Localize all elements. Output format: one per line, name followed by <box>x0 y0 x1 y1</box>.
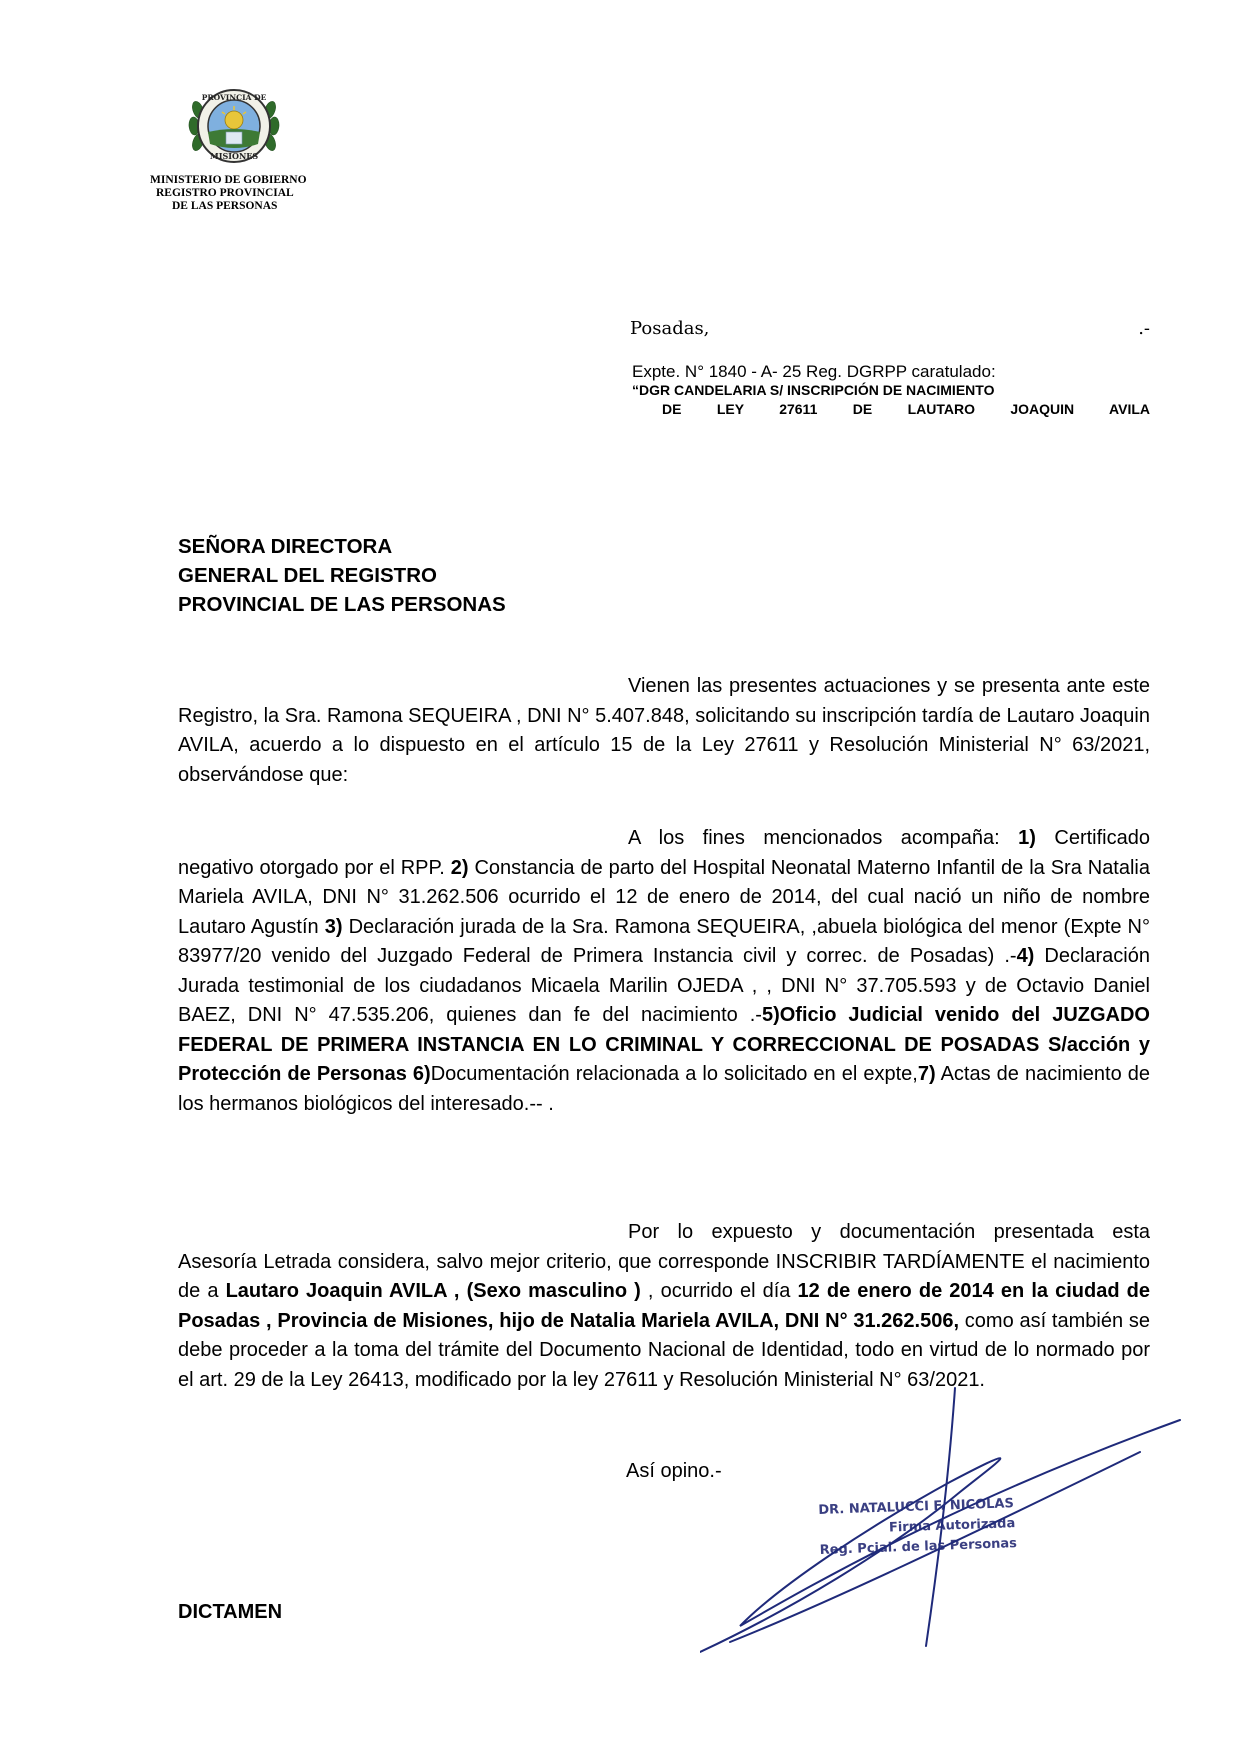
conclusion-person: Lautaro Joaquin AVILA , (Sexo masculino ) <box>225 1280 641 1302</box>
expediente-caption-1: “DGR CANDELARIA S/ INSCRIPCIÓN DE NACIMIENTO <box>632 382 995 398</box>
place-city: Posadas, <box>630 318 710 339</box>
date-suffix: .- <box>1138 318 1150 339</box>
province-seal <box>186 80 282 172</box>
item-text: Documentación relacionada a lo solicitado en el expte, <box>430 1063 918 1085</box>
item-text: Declaración jurada de la Sra. Ramona SEQUEIRA, ,abuela biológica del menor (Expte N° 83977/20 venido del Juzgado Federal de Primera Instancia civil y correc. de Posadas) .- <box>178 915 1150 967</box>
paragraph-documents <box>178 824 1150 1119</box>
stamp-office: Reg. Pcial. de las Personas <box>819 1536 1018 1558</box>
item-text: Constancia de parto del Hospital Neonatal Materno Infantil de la Sra Natalia Mariela AVILA, DNI N° 31.262.506 ocurrido el 12 de enero de 2014, del cual nació un niño de nombre Lautaro Agustín <box>178 856 1151 938</box>
stamp-name: DR. NATALUCCI F. NICOLAS <box>818 1496 1015 1518</box>
item-text: Declaración Jurada testimonial de los ciudadanos Micaela Marilin OJEDA , , DNI N° 37.705.593 y de Octavio Daniel BAEZ, DNI N° 47.535.206, quienes dan fe del nacimiento .- <box>178 945 1150 1026</box>
conclusion-text: como así también se debe proceder a la toma del trámite del Documento Nacional de Identidad, todo en virtud de lo normado por el art. 29 de la Ley 26413, modificado por la ley 27611 y Resolución Ministerial N° 63/2021. <box>178 1309 1150 1391</box>
place-date-line <box>630 318 1150 339</box>
item-marker: 7) <box>917 1063 936 1085</box>
expediente-number: Expte. N° 1840 - A- 25 Reg. DGRPP caratulado: <box>632 362 996 381</box>
document-type-label: DICTAMEN <box>178 1601 283 1623</box>
item-marker: 1) <box>1018 827 1036 849</box>
addressee-line: PROVINCIAL DE LAS PERSONAS <box>178 593 506 616</box>
conclusion-birth-details: 12 de enero de 2014 en la ciudad de Posadas , Provincia de Misiones, hijo de Natalia Mariela AVILA, DNI N° 31.262.506, <box>178 1280 1151 1332</box>
addressee-line: GENERAL DEL REGISTRO <box>178 564 437 587</box>
addressee-block <box>178 532 506 619</box>
item-text: Certificado negativo otorgado por el RPP. <box>178 827 1150 879</box>
paragraph-conclusion <box>178 1218 1150 1395</box>
org-line-registry: REGISTRO PROVINCIAL <box>156 187 294 199</box>
svg-text:PROVINCIA DE: PROVINCIA DE <box>201 93 267 102</box>
item-marker: 4) <box>1016 945 1035 967</box>
paragraph-text: Vienen las presentes actuaciones y se presenta ante este Registro, la Sra. Ramona SEQUEIRA , DNI N° 5.407.848, solicitando su inscripción tardía de Lautaro Joaquin AVILA, acuerdo a lo dispuesto en el artículo 15 de la Ley 27611 y Resolución Ministerial N° 63/2021, observándose que: <box>178 675 1150 786</box>
item-marker: 2) <box>450 856 469 879</box>
item-oficio-judicial: 5)Oficio Judicial venido del JUZGADO FEDERAL DE PRIMERA INSTANCIA EN LO CRIMINAL Y CORRECCIONAL DE POSADAS S/acción y Protección de Personas 6) <box>178 1004 1150 1085</box>
addressee-line: SEÑORA DIRECTORA <box>178 535 393 558</box>
conclusion-text: Por lo expuesto y documentación presentada esta Asesoría Letrada considera, salvo mejor criterio, que corresponde INSCRIBIR TARDÍAMENTE el nacimiento de a <box>178 1221 1150 1302</box>
stamp-role: Firma Autorizada <box>888 1516 1016 1536</box>
svg-text:MISIONES: MISIONES <box>209 151 259 161</box>
organization-header <box>150 174 307 213</box>
closing-text: Así opino.- <box>626 1460 722 1482</box>
conclusion-text: , ocurrido el día <box>640 1280 798 1302</box>
org-line-persons: DE LAS PERSONAS <box>172 200 278 212</box>
org-line-ministry: MINISTERIO DE GOBIERNO <box>150 174 307 186</box>
documents-intro: A los fines mencionados acompaña: <box>628 827 1019 849</box>
item-marker: 3) <box>324 915 343 938</box>
paragraph-presentation <box>178 672 1150 790</box>
expediente-block <box>632 362 1150 419</box>
handwritten-signature <box>700 1380 1200 1660</box>
item-text: Actas de nacimiento de los hermanos biológicos del interesado.-- . <box>178 1063 1150 1115</box>
expediente-caption-2: DE LEY 27611 DE LAUTARO JOAQUIN AVILA <box>662 401 1150 417</box>
